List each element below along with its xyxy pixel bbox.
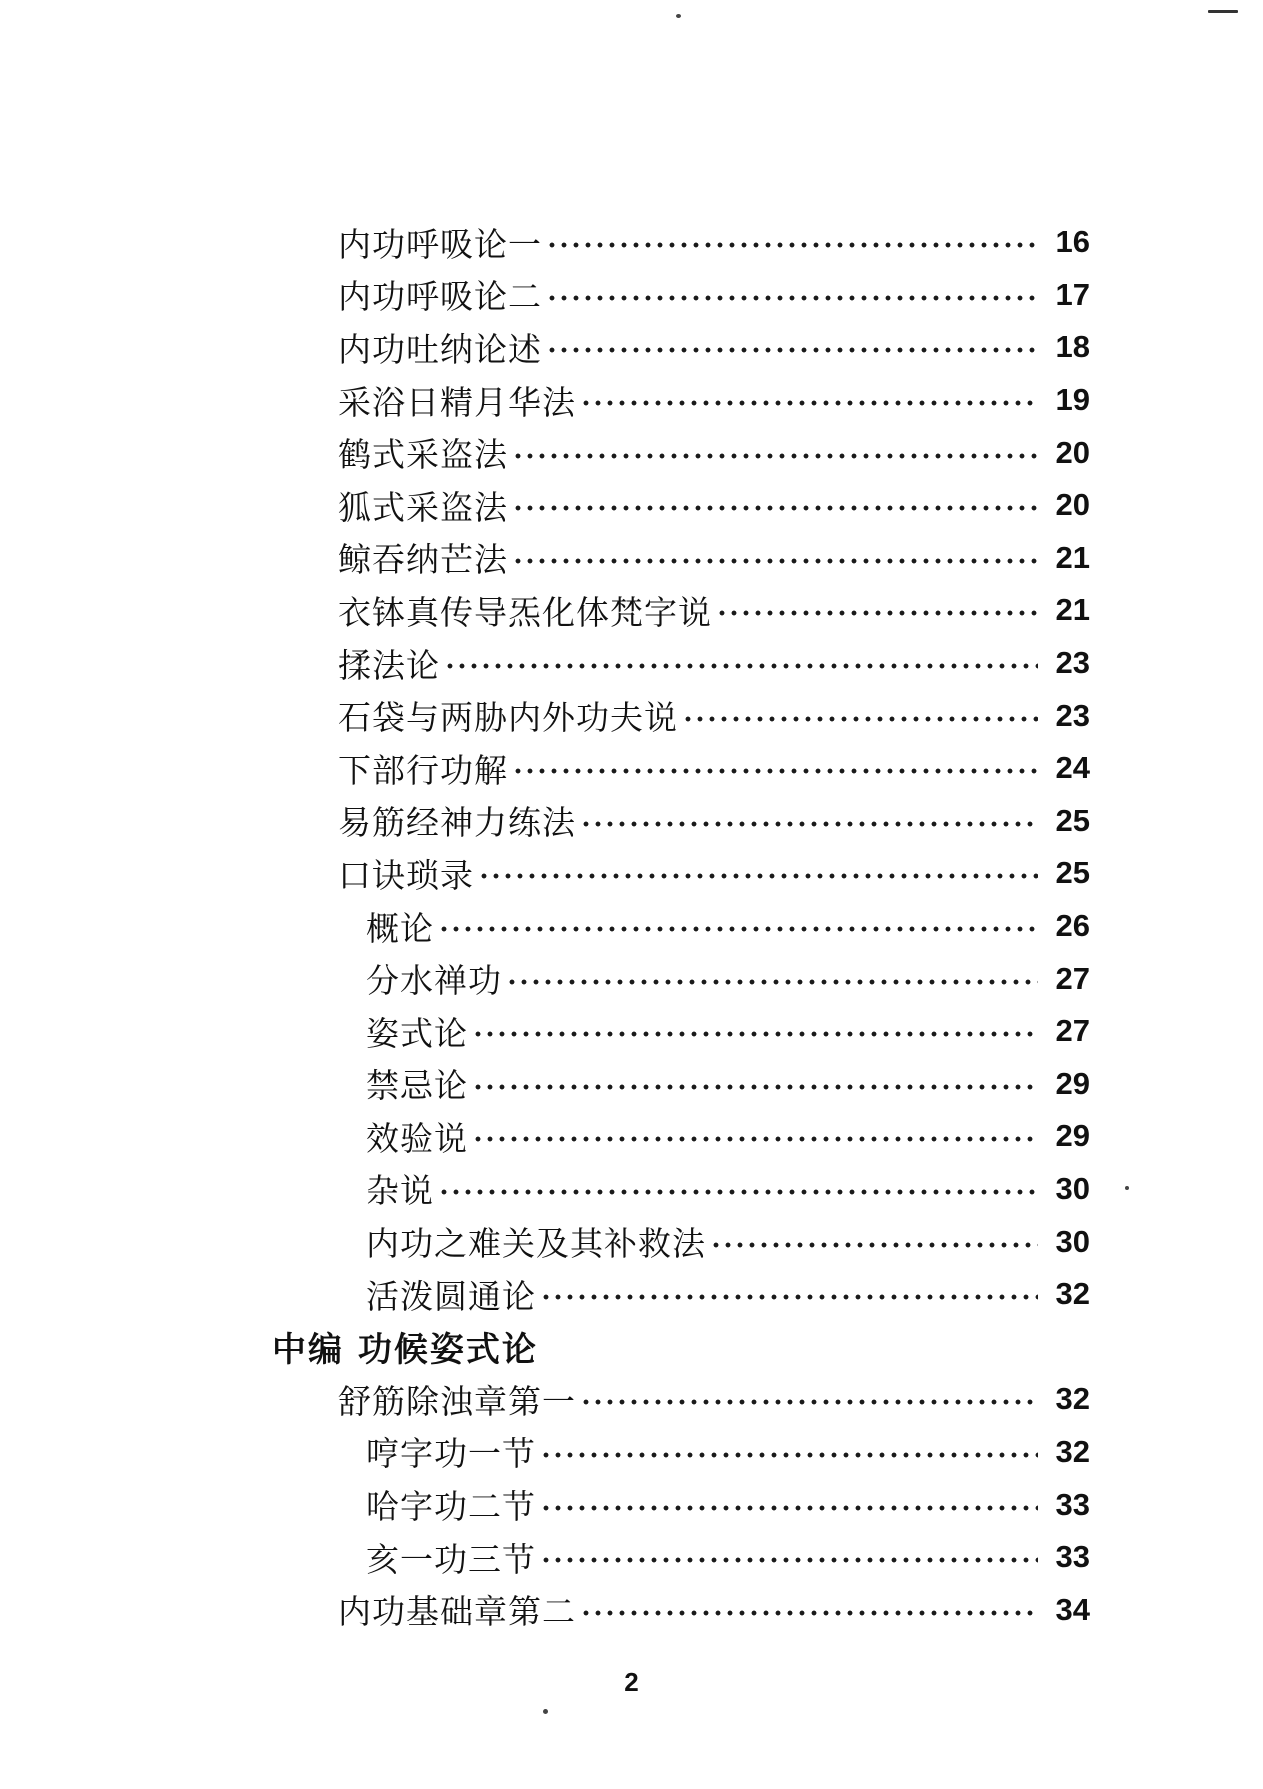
toc-entry-title: 活泼圆通论 <box>366 1276 536 1316</box>
toc-entry <box>0 532 1263 585</box>
toc-entry <box>0 1268 1263 1321</box>
toc-entry-page: 20 <box>1055 434 1090 470</box>
toc-entry-page: 18 <box>1055 329 1090 365</box>
dot-leader <box>546 294 1038 302</box>
toc-entry <box>0 1373 1263 1426</box>
dot-leader <box>580 1398 1038 1406</box>
toc-entry-page: 29 <box>1055 1065 1090 1101</box>
toc-entry-page: 27 <box>1055 1013 1090 1049</box>
dot-leader <box>540 1293 1038 1301</box>
dot-leader <box>506 978 1038 986</box>
dot-leader <box>540 1504 1038 1512</box>
toc-entry <box>0 637 1263 690</box>
toc-entry-page: 19 <box>1055 382 1090 418</box>
toc-entry-page: 34 <box>1055 1591 1090 1627</box>
dot-leader <box>710 1241 1038 1249</box>
toc-entry-title: 口诀琐录 <box>338 855 474 895</box>
toc-entry-page: 29 <box>1055 1118 1090 1154</box>
dot-leader <box>512 767 1038 775</box>
toc-entry <box>0 900 1263 953</box>
toc-entry-title: 舒筋除浊章第一 <box>338 1381 576 1421</box>
toc-entry-title: 亥一功三节 <box>366 1539 536 1579</box>
dot-leader <box>512 452 1038 460</box>
dot-leader <box>546 346 1038 354</box>
dot-leader <box>512 557 1038 565</box>
toc-entry-title: 鹤式采盗法 <box>338 435 508 475</box>
dot-leader <box>716 609 1038 617</box>
toc-entry <box>0 216 1263 269</box>
toc-entry-page: 17 <box>1055 276 1090 312</box>
scan-speck <box>676 14 681 18</box>
dot-leader <box>540 1556 1038 1564</box>
toc-entry-page: 30 <box>1055 1223 1090 1259</box>
toc-entry-title: 哼字功一节 <box>366 1434 536 1474</box>
dot-leader <box>682 715 1038 723</box>
dot-leader <box>546 241 1038 249</box>
toc-entry <box>0 795 1263 848</box>
toc-entry-page: 27 <box>1055 960 1090 996</box>
toc-entry <box>0 321 1263 374</box>
toc-entry-title: 易筋经神力练法 <box>338 803 576 843</box>
dot-leader <box>478 872 1038 880</box>
toc-entry-page: 23 <box>1055 697 1090 733</box>
toc-entry <box>0 374 1263 427</box>
dot-leader <box>580 1609 1038 1617</box>
toc-entry-title: 禁忌论 <box>366 1066 468 1106</box>
toc-entry-page: 26 <box>1055 908 1090 944</box>
toc-entry-page: 32 <box>1055 1433 1090 1469</box>
toc-entry-title: 下部行功解 <box>338 750 508 790</box>
toc-entry-page: 33 <box>1055 1486 1090 1522</box>
toc-entry-page: 25 <box>1055 802 1090 838</box>
toc-entry <box>0 426 1263 479</box>
dot-leader <box>472 1135 1038 1143</box>
toc-entry-title: 分水禅功 <box>366 961 502 1001</box>
dot-leader <box>580 820 1038 828</box>
toc-entry-title: 内功吐纳论述 <box>338 329 542 369</box>
toc-entry-title: 杂说 <box>366 1171 434 1211</box>
toc-entry-page: 32 <box>1055 1276 1090 1312</box>
toc-entry <box>0 1005 1263 1058</box>
toc-entry-title: 概论 <box>366 908 434 948</box>
toc-entry <box>0 1058 1263 1111</box>
dot-leader <box>444 662 1038 670</box>
toc-entry-title: 鲸吞纳芒法 <box>338 540 508 580</box>
page-number: 2 <box>624 1667 639 1697</box>
toc-entry-title: 内功呼吸论二 <box>338 277 542 317</box>
toc-entry-title: 揉法论 <box>338 645 440 685</box>
dot-leader <box>512 504 1038 512</box>
toc-entry-title: 石袋与两胁内外功夫说 <box>338 698 678 738</box>
dot-leader <box>580 399 1038 407</box>
toc-entry <box>0 1163 1263 1216</box>
toc-entry <box>0 584 1263 637</box>
toc-entry-title: 哈字功二节 <box>366 1487 536 1527</box>
toc-entry-page: 24 <box>1055 750 1090 786</box>
toc-entry-page: 23 <box>1055 645 1090 681</box>
toc-entry <box>0 1426 1263 1479</box>
toc-entry-title: 内功基础章第二 <box>338 1592 576 1632</box>
toc-entry-page: 20 <box>1055 487 1090 523</box>
dot-leader <box>438 1188 1038 1196</box>
toc-entry <box>0 479 1263 532</box>
toc-entry-page: 25 <box>1055 855 1090 891</box>
toc-entry <box>0 1478 1263 1531</box>
toc-entry-page: 21 <box>1055 592 1090 628</box>
toc-entry <box>0 1583 1263 1636</box>
toc-entry-title: 内功呼吸论一 <box>338 224 542 264</box>
toc-entry-title: 采浴日精月华法 <box>338 382 576 422</box>
toc-section-heading <box>0 1320 1263 1373</box>
toc-entry <box>0 269 1263 322</box>
toc-entry-title: 效验说 <box>366 1118 468 1158</box>
toc-entry <box>0 1215 1263 1268</box>
dot-leader <box>472 1030 1038 1038</box>
toc-entry <box>0 689 1263 742</box>
dot-leader <box>540 1451 1038 1459</box>
toc-entry-page: 16 <box>1055 224 1090 260</box>
toc-entry-title: 狐式采盗法 <box>338 487 508 527</box>
dot-leader <box>472 1083 1038 1091</box>
toc-entry-title: 姿式论 <box>366 1013 468 1053</box>
toc-entry-title: 衣钵真传导炁化体梵字说 <box>338 592 712 632</box>
toc-entry <box>0 1531 1263 1584</box>
toc-entry <box>0 952 1263 1005</box>
scan-mark <box>1208 10 1238 13</box>
dot-leader <box>438 925 1038 933</box>
toc-entry-page: 33 <box>1055 1539 1090 1575</box>
toc-entry-page: 21 <box>1055 539 1090 575</box>
toc-entry <box>0 1110 1263 1163</box>
toc-entry <box>0 847 1263 900</box>
toc-entry-title: 中编 功候姿式论 <box>272 1330 538 1371</box>
toc-entry-title: 内功之难关及其补救法 <box>366 1224 706 1264</box>
toc-entry <box>0 742 1263 795</box>
toc-entry-page: 32 <box>1055 1381 1090 1417</box>
table-of-contents <box>0 216 1263 1636</box>
toc-entry-page: 30 <box>1055 1170 1090 1206</box>
scan-speck <box>543 1709 548 1714</box>
